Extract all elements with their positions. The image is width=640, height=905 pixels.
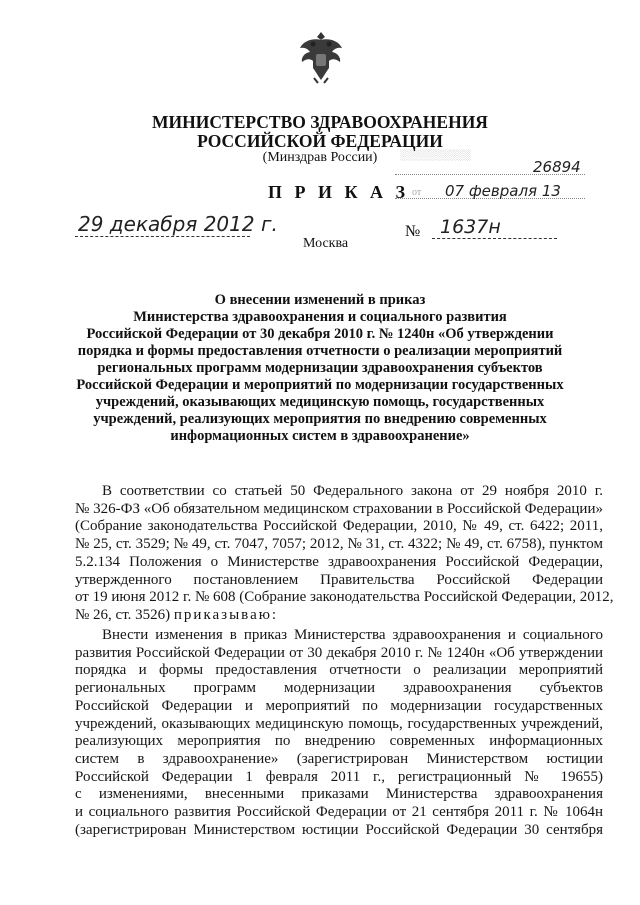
paragraph-line: реализующих мероприятия по внедрению современных информационных — [75, 733, 603, 750]
paragraph-line: порядка и формы предоставления отчетности о реализации мероприятий — [75, 662, 603, 679]
paragraph-line: и социального развития Российской Федерации от 21 сентября 2011 г. № 1064н — [75, 804, 603, 821]
coat-of-arms-emblem — [296, 28, 346, 84]
ministry-name-line2: РОССИЙСКОЙ ФЕДЕРАЦИИ — [197, 131, 443, 151]
paragraph-line: В соответствии со статьей 50 Федерального закона от 29 ноября 2010 г. — [102, 483, 603, 499]
document-title — [60, 292, 580, 445]
preamble-paragraph — [75, 483, 614, 625]
order-heading: П Р И К А З — [268, 182, 410, 202]
paragraph-line: с изменениями, внесенными приказами Министерства здравоохранения — [75, 786, 603, 803]
paragraph-line: региональных программ модернизации здравоохранения субъектов — [75, 680, 603, 697]
paragraph-line: Российской Федерации и мероприятий по модернизации государственных — [75, 697, 603, 714]
paragraph-line: Внести изменения в приказ Министерства здравоохранения и социального — [102, 627, 603, 643]
paragraph-line: систем в здравоохранение» (зарегистрирован Министерством юстиции — [75, 750, 603, 767]
registration-date: 07 февраля 13 — [445, 182, 561, 200]
registration-number: 26894 — [533, 158, 581, 176]
paragraph-line: развития Российской Федерации от 30 декабря 2010 г. № 1240н «Об утверждении — [75, 644, 603, 661]
paragraph-line — [75, 607, 603, 625]
title-line: информационных систем в здравоохранение» — [170, 428, 470, 444]
city-label: Москва — [303, 236, 349, 251]
paragraph-line: № 25, ст. 3529; № 49, ст. 7047, 7057; 2012, № 31, ст. 4322; № 49, ст. 6758), пунктом — [75, 536, 603, 553]
title-line: Российской Федерации и мероприятий по модернизации государственных — [76, 377, 564, 393]
order-number-handwritten: 1637н — [440, 216, 501, 238]
title-line: Российской Федерации от 30 декабря 2010 г. № 1240н «Об утверждении — [86, 326, 554, 342]
number-sign: № — [405, 223, 421, 240]
amendment-paragraph — [75, 627, 603, 839]
paragraph-line: 5.2.134 Положения о Министерстве здравоохранения Российской Федерации, — [75, 553, 603, 570]
date-underline — [75, 236, 250, 237]
paragraph-line: № 326-ФЗ «Об обязательном медицинском страховании в Российской Федерации» — [75, 500, 603, 517]
ministry-name-line1: МИНИСТЕРСТВО ЗДРАВООХРАНЕНИЯ — [152, 112, 488, 132]
ministry-abbreviation: (Минздрав России) — [262, 150, 378, 165]
order-date-handwritten: 29 декабря 2012 г. — [78, 212, 278, 236]
title-line: региональных программ модернизации здравоохранения субъектов — [97, 360, 543, 376]
paragraph-line: от 19 июня 2012 г. № 608 (Собрание законодательства Российской Федерации, 2012, — [75, 589, 614, 606]
paragraph-line: учреждений, оказывающих медицинскую помощь, государственных учреждений, — [75, 715, 603, 732]
paragraph-line: (Собрание законодательства Российской Федерации, 2010, № 49, ст. 6422; 2011, — [75, 518, 603, 535]
title-line: Министерства здравоохранения и социального развития — [133, 309, 507, 325]
citation-text: № 26, ст. 3526) — [75, 606, 171, 623]
title-line: О внесении изменений в приказ — [214, 292, 426, 308]
number-underline — [432, 238, 557, 239]
stamp-faint-text: ░░░░░░░░░░ — [400, 150, 471, 161]
paragraph-line: Российской Федерации 1 февраля 2011 г., регистрационный № 19655) — [75, 768, 603, 785]
paragraph-line: утвержденного постановлением Правительства Российской Федерации — [75, 571, 603, 588]
title-line: учреждений, оказывающих медицинскую помощь, государственных — [95, 394, 545, 410]
title-line: порядка и формы предоставления отчетности о реализации мероприятий — [77, 343, 563, 359]
title-line: учреждений, реализующих мероприятия по внедрению современных — [93, 411, 547, 427]
order-verb: приказываю: — [173, 606, 279, 623]
stamp-reg-prefix: от — [412, 187, 422, 198]
paragraph-line: (зарегистрирован Министерством юстиции Российской Федерации 30 сентября — [75, 821, 603, 838]
